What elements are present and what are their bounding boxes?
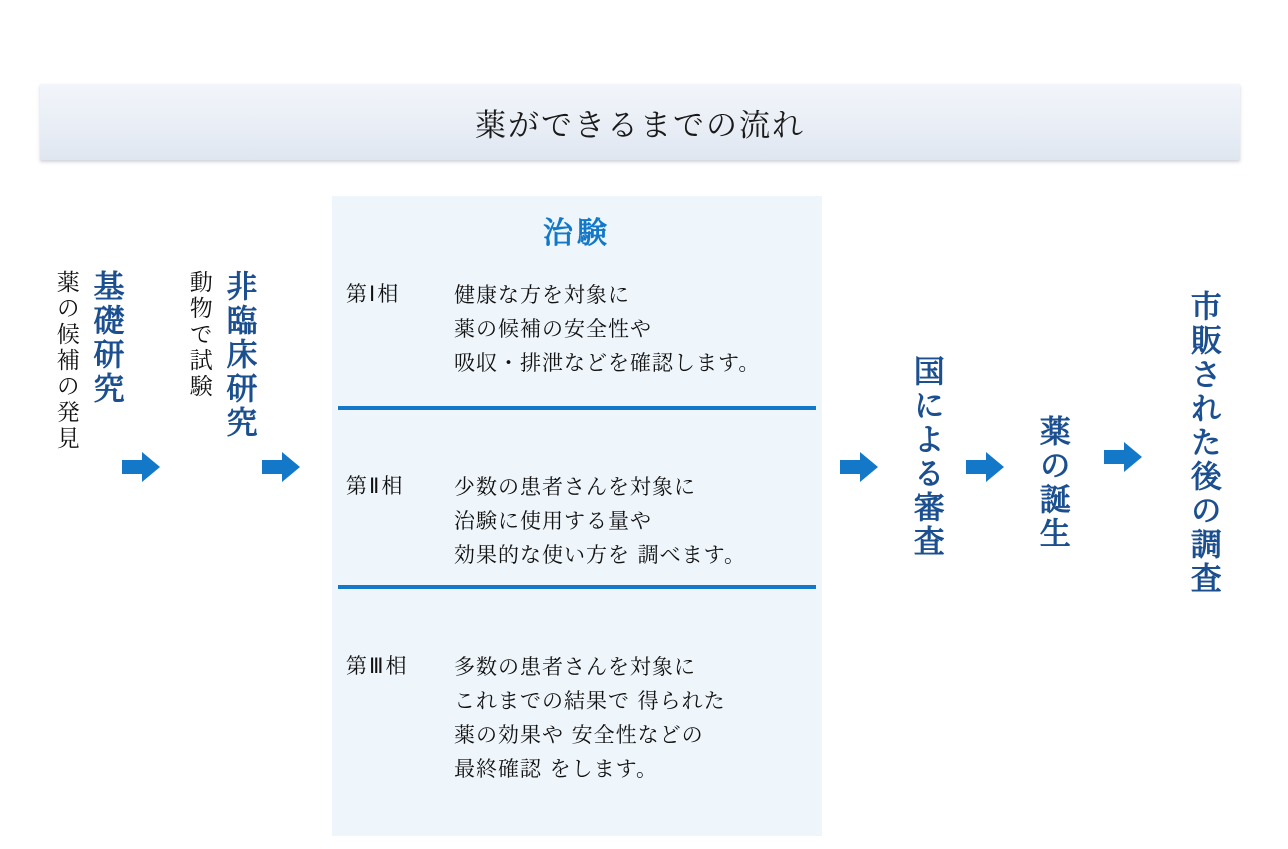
arrow-right-icon [1104,442,1142,472]
stage-post-marketing-survey [1185,290,1220,596]
page-title: 薬ができるまでの流れ [475,107,805,144]
trial-phase-3-line-3: 薬の効果や 安全性などの [454,723,704,748]
trial-phase-3-description [454,650,726,786]
trial-phase-1-row [346,278,760,380]
trial-phase-3-line-4: 最終確認 をします。 [454,757,658,782]
stage-nonclinical-research [185,270,255,440]
stage-basic-research [52,270,122,452]
arrow-right-icon [840,452,878,482]
stage-drug-launch [1034,415,1069,551]
stage-nonclinical-research-heading: 非臨床研究 [220,270,257,440]
stage-basic-research-heading: 基礎研究 [87,270,124,406]
trial-phase-3-row [346,650,726,786]
trial-phase-1-line-1: 健康な方を対象に [454,283,630,307]
trial-phase-divider-1 [338,406,816,410]
trial-phase-2-line-3: 効果的な使い方を 調べます。 [454,543,746,568]
trial-phase-2-label: 第Ⅱ相 [346,474,405,498]
stage-nonclinical-research-subtext: 動物で試験 [185,270,212,400]
stage-post-marketing-survey-heading: 市販された後の調査 [1184,290,1221,596]
stage-basic-research-subtext: 薬の候補の発見 [52,270,79,452]
stage-drug-launch-heading: 薬の誕生 [1033,415,1070,551]
trial-phase-divider-2 [338,585,816,589]
trial-phase-1-line-2: 薬の候補の安全性や [454,317,652,342]
trial-phase-2-line-1: 少数の患者さんを対象に [454,475,696,499]
trial-phase-2-row [346,470,746,572]
trial-phase-1-label: 第Ⅰ相 [346,282,401,306]
arrow-right-icon [122,452,160,482]
stage-government-review-heading: 国による審査 [907,355,944,559]
arrow-right-icon [262,452,300,482]
clinical-trial-heading: 治験 [543,216,611,251]
arrow-right-icon [966,452,1004,482]
trial-phase-2-description [454,470,746,572]
page-title-banner [40,84,1240,160]
trial-phase-1-line-3: 吸収・排泄などを確認します。 [454,351,761,376]
trial-phase-2-line-2: 治験に使用する量や [454,509,652,534]
trial-phase-3-label: 第Ⅲ相 [346,654,409,678]
stage-government-review [908,355,943,559]
trial-phase-1-description [454,278,760,380]
trial-phase-3-line-2: これまでの結果で 得られた [454,689,726,714]
trial-phase-3-line-1: 多数の患者さんを対象に [454,655,696,679]
